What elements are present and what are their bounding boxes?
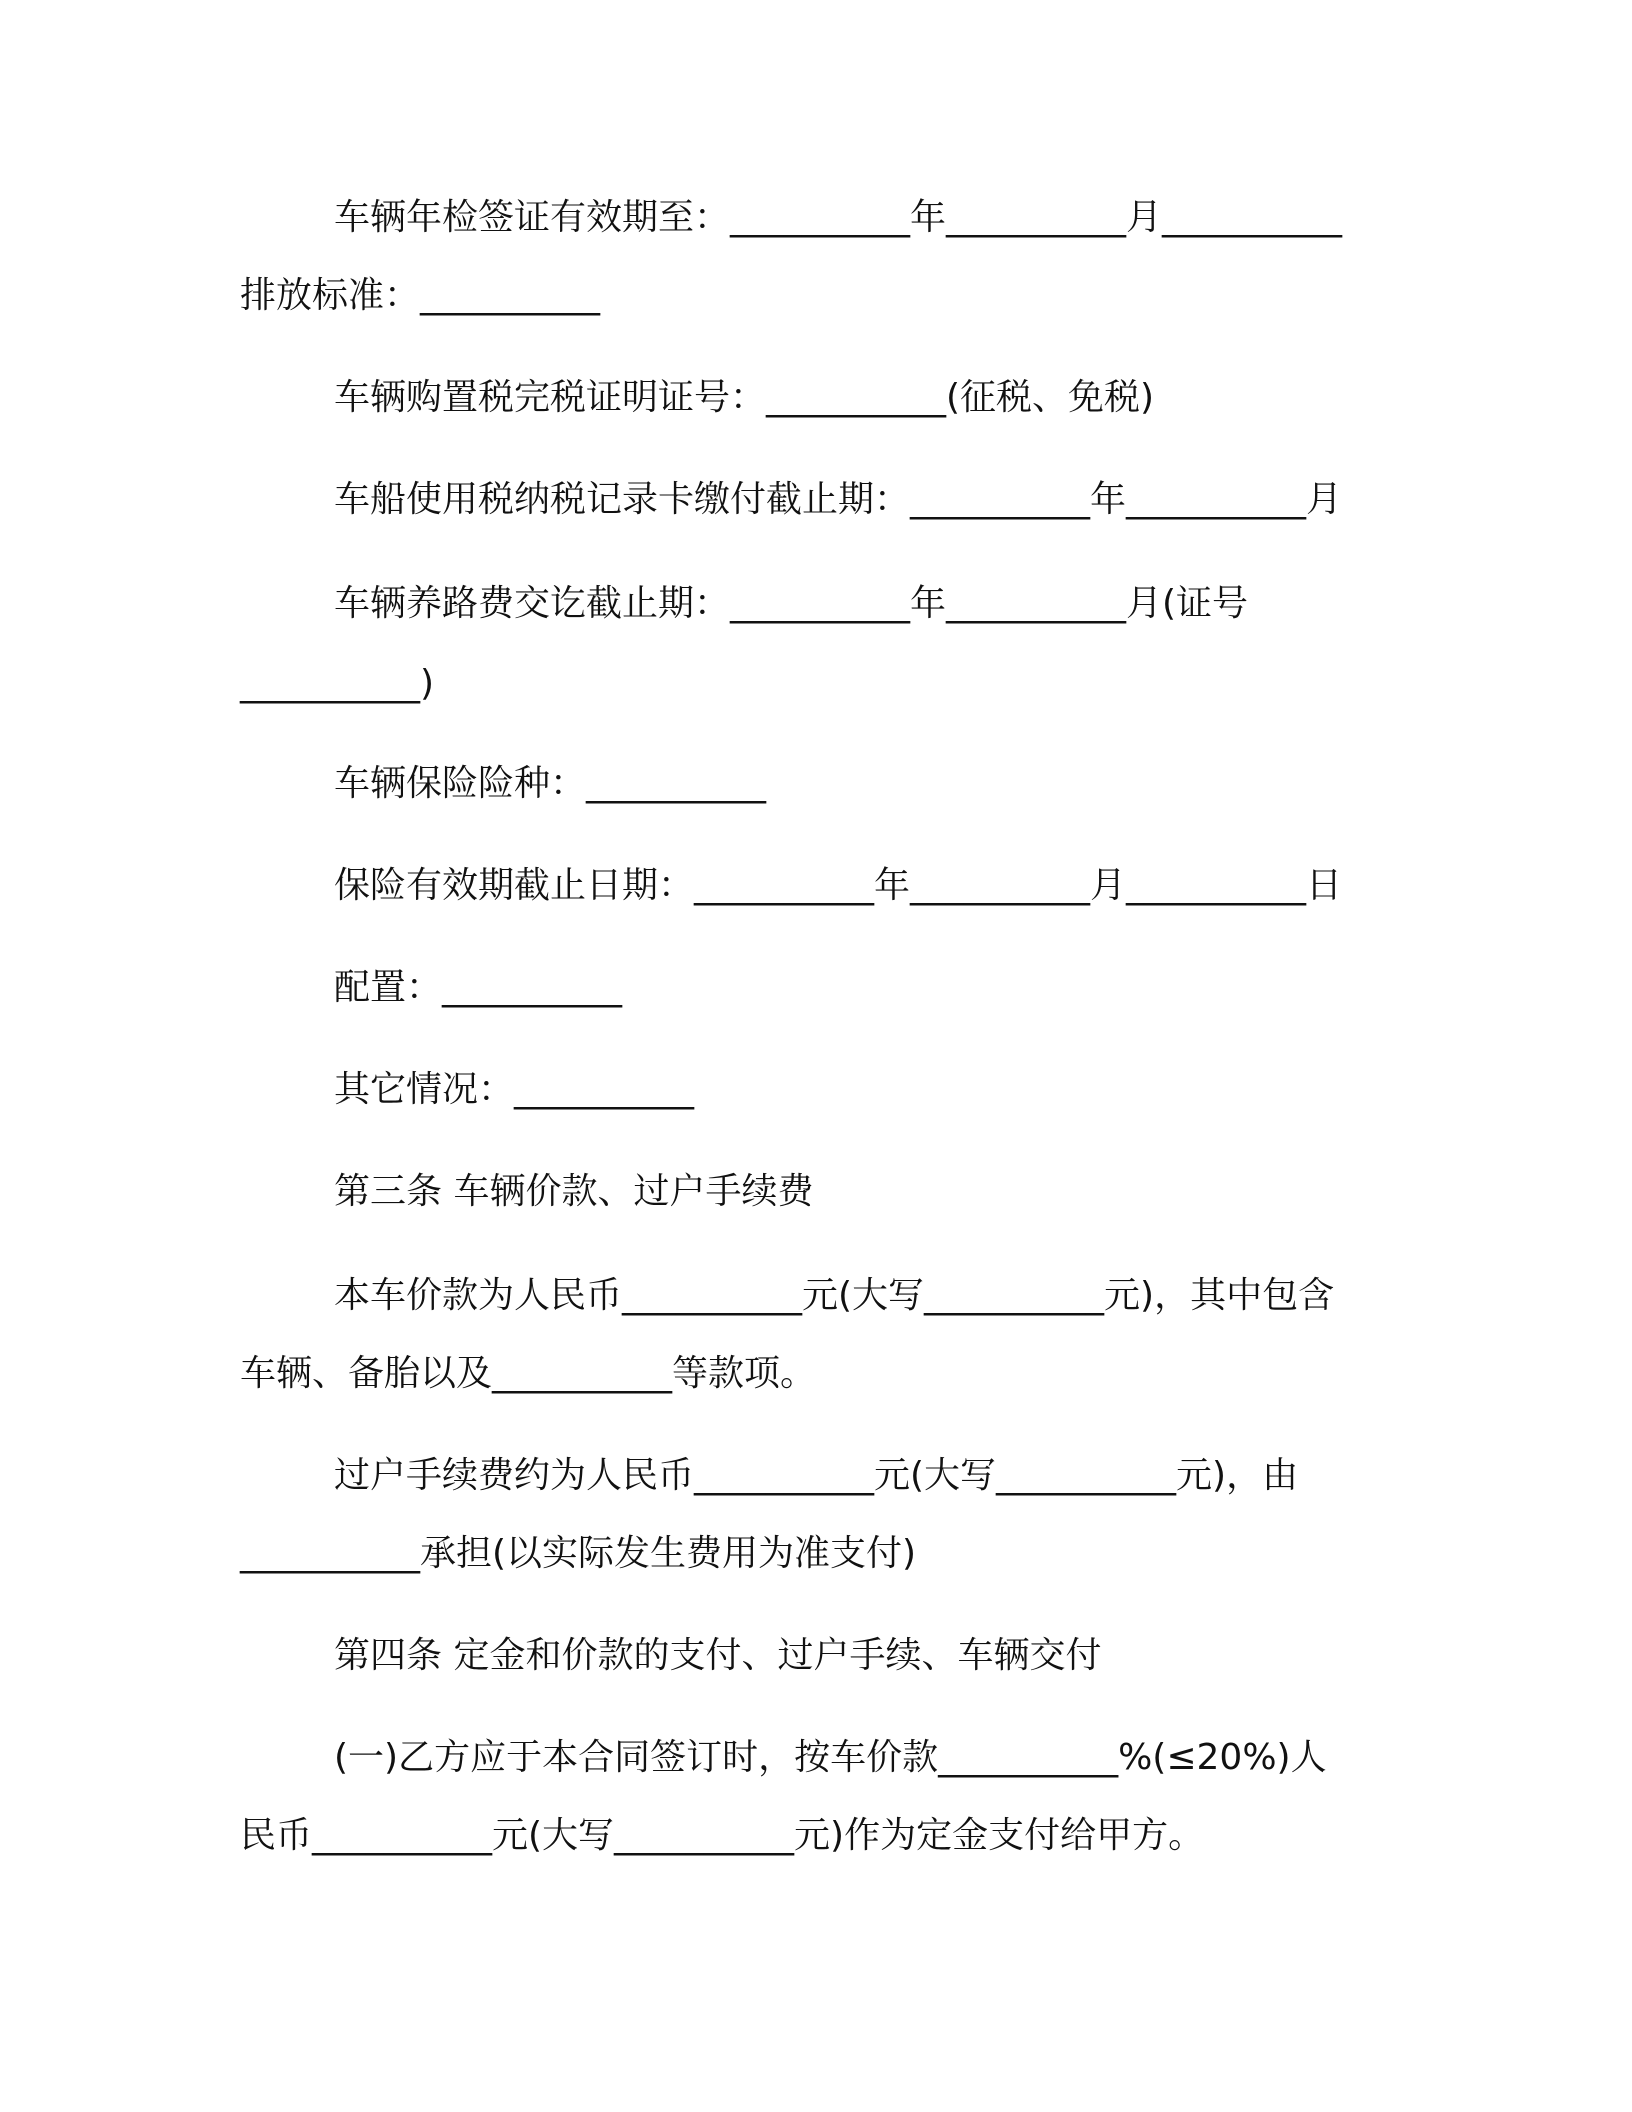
text-line-road-fee-cont: __________) bbox=[240, 663, 435, 704]
text-line-transfer-fee-cont: __________承担(以实际发生费用为准支付) bbox=[240, 1533, 917, 1574]
text-line-purchase-tax: 车辆购置税完税证明证号：__________(征税、免税) bbox=[334, 377, 1155, 418]
text-line-emission-standard: 排放标准：__________ bbox=[240, 275, 601, 316]
section-heading-article-3: 第三条 车辆价款、过户手续费 bbox=[334, 1171, 814, 1212]
text-line-insurance-type: 车辆保险险种：__________ bbox=[334, 763, 767, 804]
text-line-annual-inspection: 车辆年检签证有效期至：__________年__________月__________ bbox=[334, 197, 1343, 238]
text-line-road-fee: 车辆养路费交讫截止期：__________年__________月(证号 bbox=[334, 583, 1249, 624]
text-line-insurance-expiry: 保险有效期截止日期：__________年__________月__________日 bbox=[334, 865, 1343, 906]
text-line-price: 本车价款为人民币__________元(大写__________元)，其中包含 bbox=[334, 1275, 1335, 1316]
text-line-deposit: (一)乙方应于本合同签订时，按车价款__________%(≤20%)人 bbox=[334, 1737, 1327, 1778]
text-line-deposit-cont: 民币__________元(大写__________元)作为定金支付给甲方。 bbox=[240, 1815, 1205, 1856]
text-line-vehicle-tax: 车船使用税纳税记录卡缴付截止期：__________年__________月 bbox=[334, 479, 1343, 520]
text-line-other: 其它情况：__________ bbox=[334, 1069, 695, 1110]
text-line-transfer-fee: 过户手续费约为人民币__________元(大写__________元)，由 bbox=[334, 1455, 1299, 1496]
text-line-configuration: 配置：__________ bbox=[334, 967, 623, 1008]
section-heading-article-4: 第四条 定金和价款的支付、过户手续、车辆交付 bbox=[334, 1635, 1102, 1676]
text-line-price-cont: 车辆、备胎以及__________等款项。 bbox=[240, 1353, 817, 1394]
